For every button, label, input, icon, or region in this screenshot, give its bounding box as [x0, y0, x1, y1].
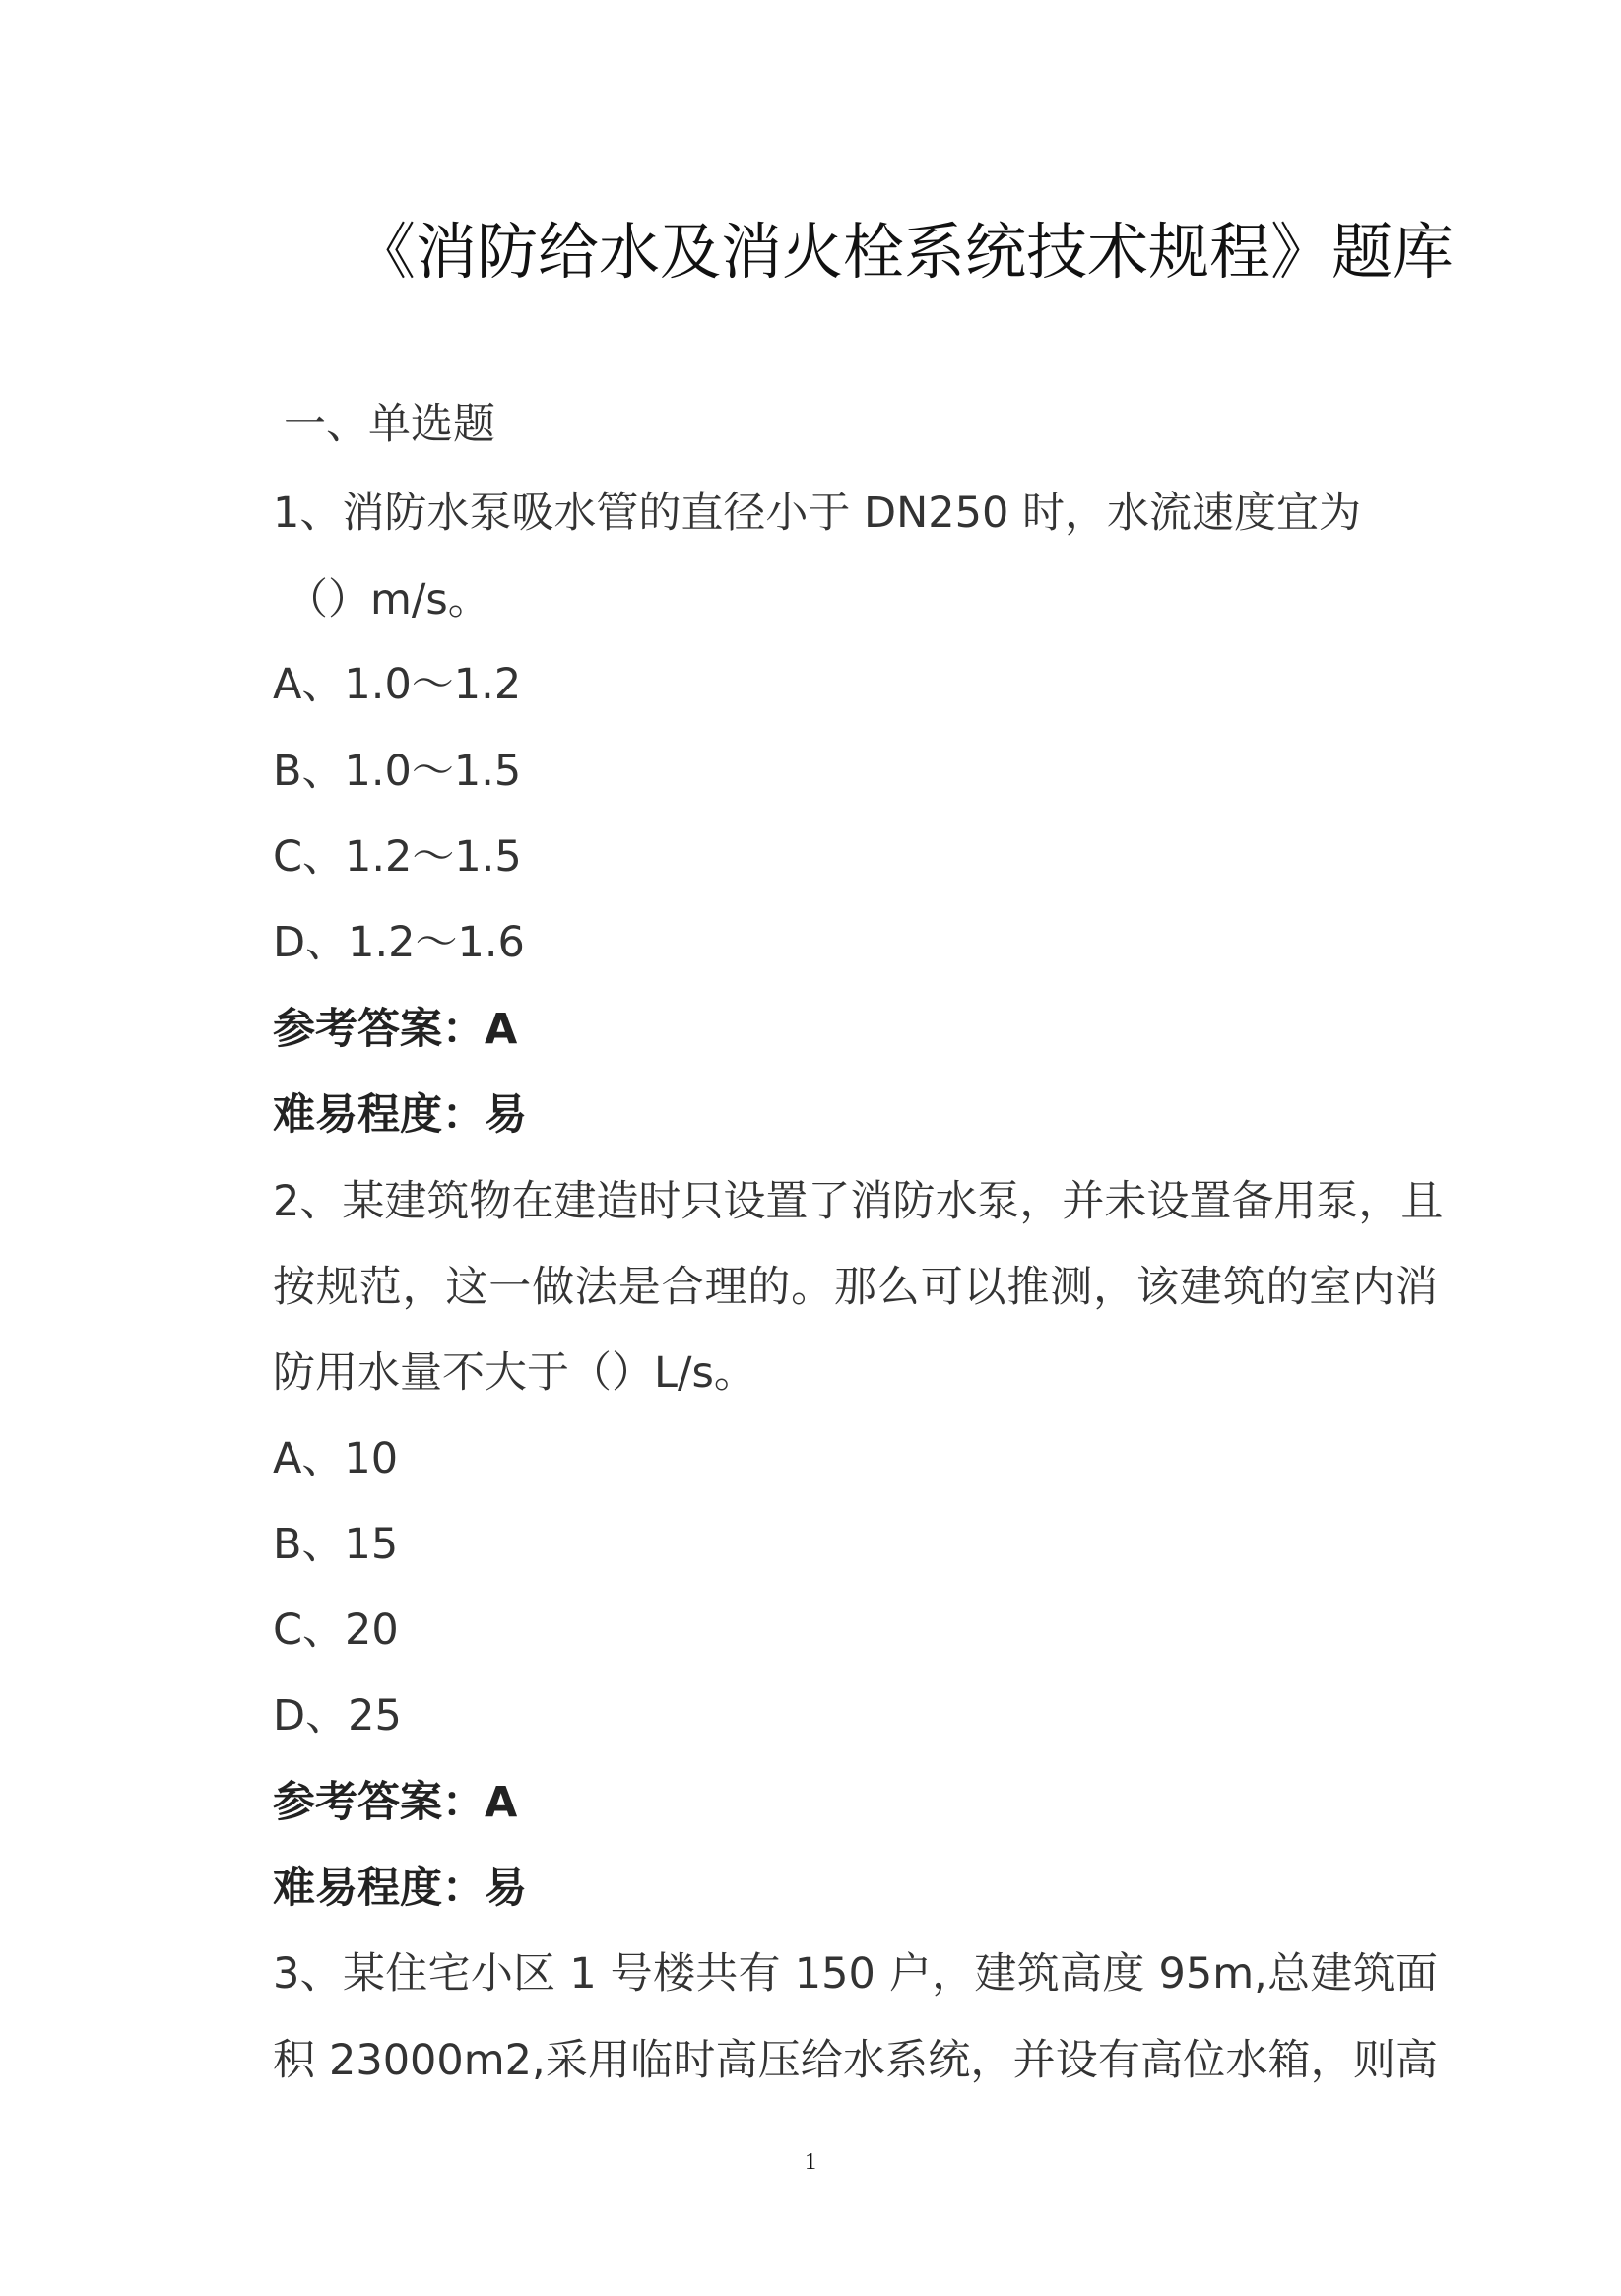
option-a: A、10 [273, 1434, 399, 1483]
option-a: A、1.0～1.2 [273, 660, 522, 709]
option-d: D、25 [273, 1691, 402, 1740]
question-text: 3、某住宅小区 1 号楼共有 150 户，建筑高度 95m,总建筑面 [273, 1949, 1438, 1999]
question-text: （）m/s。 [286, 575, 490, 624]
option-c: C、20 [273, 1606, 399, 1655]
answer: 参考答案：A [273, 1778, 518, 1827]
difficulty: 难易程度：易 [273, 1864, 527, 1913]
question-text: 积 23000m2,采用临时高压给水系统，并设有高位水箱，则高 [273, 2036, 1438, 2085]
page-number: 1 [805, 2149, 816, 2175]
option-d: D、1.2～1.6 [273, 918, 525, 967]
section-heading: 一、单选题 [284, 400, 495, 449]
answer: 参考答案：A [273, 1005, 518, 1054]
difficulty: 难易程度：易 [273, 1090, 527, 1140]
option-b: B、1.0～1.5 [273, 747, 522, 796]
question-text: 1、消防水泵吸水管的直径小于 DN250 时，水流速度宜为 [273, 489, 1362, 538]
question-text: 按规范，这一做法是合理的。那么可以推测，该建筑的室内消 [273, 1263, 1438, 1312]
question-text: 防用水量不大于（）L/s。 [273, 1348, 756, 1398]
question-text: 2、某建筑物在建造时只设置了消防水泵，并未设置备用泵，且 [273, 1177, 1444, 1226]
option-c: C、1.2～1.5 [273, 832, 522, 882]
document-title: 《消防给水及消火栓系统技术规程》题库 [355, 216, 1455, 288]
option-b: B、15 [273, 1520, 399, 1569]
